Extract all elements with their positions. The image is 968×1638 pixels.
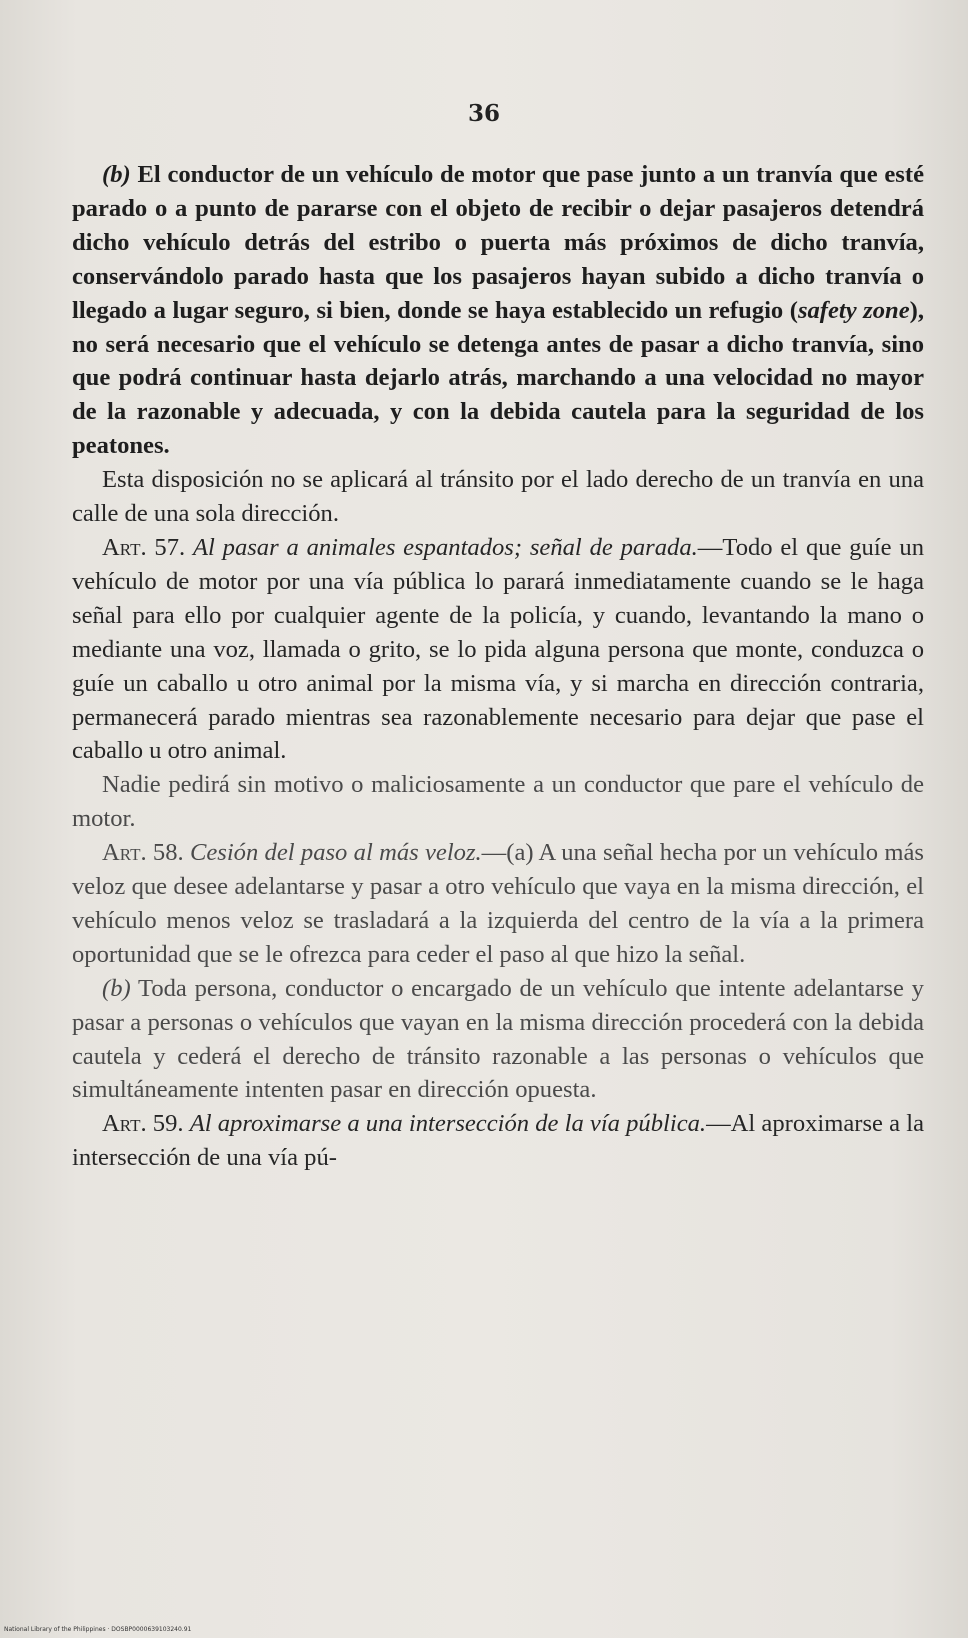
article-58 — [72, 836, 924, 972]
article-number: Art. 58. — [102, 839, 184, 867]
article-59 — [72, 1107, 924, 1175]
paragraph-b-tranvia — [72, 158, 924, 463]
article-text: —(a) A una señal hecha por un vehículo más veloz que desee adelantarse y pasar a otro vehículo que vaya en la misma dirección, el vehículo menos veloz se trasladará a la izquierda del centro de la vía a la primera oportunidad que se le ofrezca para ceder el paso al que hizo la señal. — [72, 839, 924, 968]
page-number: 36 — [467, 100, 500, 127]
body-text — [72, 158, 924, 1175]
article-text: —Todo el que guíe un vehículo de motor por una vía pública lo parará inmediatamente cuando se le haga señal para ello por cualquier agente de la policía, y cuando, levantando la mano o mediante una voz, llamada o grito, se lo pida alguna persona que monte, conduzca o guíe un caballo u otro animal por la misma vía, y si marcha en dirección contraria, permanecerá parado mientras sea razonablemente necesario para dejar que pase el caballo u otro animal. — [72, 533, 924, 765]
article-57 — [72, 531, 924, 768]
article-title: Al pasar a animales espantados; señal de parada. — [192, 533, 698, 561]
article-title: Cesión del paso al más veloz. — [189, 839, 482, 867]
paragraph-lead: (b) — [102, 161, 131, 188]
paragraph-b-persona — [72, 972, 924, 1108]
paragraph-text: Esta disposición no se aplicará al tránsito por el lado derecho de un tranvía en una calle de una sola dirección. — [72, 466, 924, 528]
paragraph-text: Nadie pedirá sin motivo o maliciosamente a un conductor que pare el vehículo de motor. — [72, 771, 924, 833]
article-number: Art. 59. — [102, 1110, 184, 1138]
library-footer: National Library of the Philippines · DOSBP0000639103240.91 — [4, 1626, 192, 1633]
paragraph-text: El conductor de un vehículo de motor que pase junto a un tranvía que esté parado o a punto de pararse con el objeto de recibir o dejar pasajeros detendrá dicho vehículo detrás del estribo o puerta más próximos de dicho tranvía, conservándolo parado hasta que los pasajeros hayan subido a dicho tranvía o llegado a lugar seguro, si bien, donde se haya establecido un refugio ( — [72, 161, 924, 324]
paragraph-italic: safety zone — [797, 296, 910, 324]
article-number: Art. 57. — [102, 533, 186, 561]
article-title: Al aproximarse a una intersección de la vía pública. — [189, 1110, 707, 1138]
paragraph-text-after: ), no será necesario que el vehículo se detenga antes de pasar a dicho tranvía, sino que podrá continuar hasta dejarlo atrás, marchando a una velocidad no mayor de la razonable y adecuada, y con la debida cautela para la seguridad de los peatones. — [72, 296, 924, 460]
paragraph-disposicion — [72, 463, 924, 531]
article-text: —Al aproximarse a la intersección de una vía pú- — [72, 1110, 924, 1172]
paragraph-nadie — [72, 768, 924, 836]
paragraph-text: Toda persona, conductor o encargado de un vehículo que intente adelantarse y pasar a personas o vehículos que vayan en la misma dirección procederá con la debida cautela y cederá el derecho de tránsito razonable a las personas o vehículos que simultáneamente intenten pasar en dirección opuesta. — [72, 974, 924, 1104]
paragraph-lead: (b) — [102, 974, 131, 1002]
